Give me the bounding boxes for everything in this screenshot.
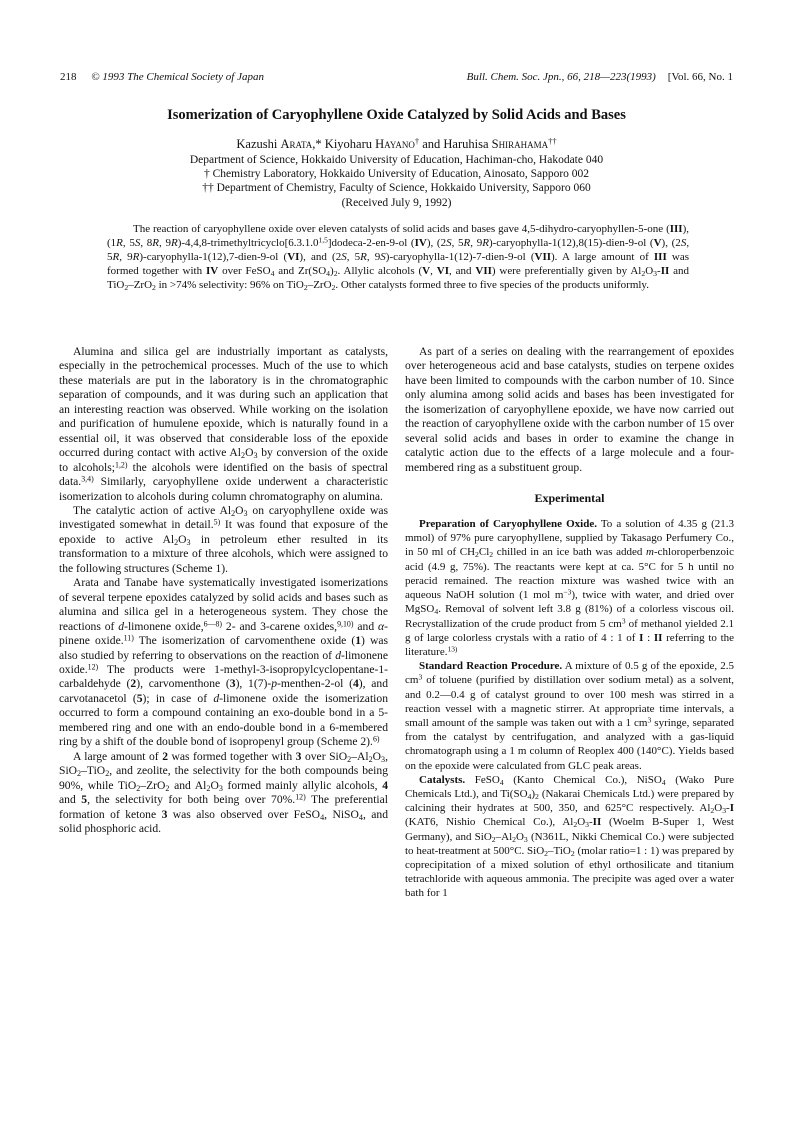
- text: O: [714, 802, 723, 815]
- text: A large amount of: [73, 749, 163, 763]
- subscript: 4: [270, 268, 275, 278]
- text: -chloroperbenzoic acid (4.9 g, 75%). The reactants were kept at ca. 5°C for 5 h until no peracid remained. The reaction mixture was washed twice with an aqueous NaOH solution (1 mol m: [405, 546, 734, 602]
- abstract-text: -: [657, 265, 661, 277]
- citation-ref: 1,2): [115, 460, 128, 470]
- italic: d: [118, 619, 125, 633]
- compound-ref: 5: [81, 793, 88, 807]
- subscript: 2: [303, 282, 308, 292]
- abstract-text: . Allylic alcohols (: [337, 265, 423, 277]
- text: O: [178, 532, 187, 546]
- subscript: 2: [347, 754, 352, 764]
- text: , SiO: [59, 749, 388, 778]
- subscript: 3: [243, 509, 248, 518]
- citation-ref: 6): [372, 734, 380, 744]
- running-head: [60, 70, 733, 84]
- affiliation-2: † Chemistry Laboratory, Hokkaido University of Education, Ainosato, Sapporo 002: [203, 168, 590, 181]
- left-column: [59, 345, 388, 836]
- author-2-last: Hayano: [375, 137, 415, 151]
- subscript: 2: [544, 848, 549, 858]
- text: referring to the literature.: [405, 631, 735, 658]
- subscript: 2: [512, 834, 516, 844]
- subscript: 3: [653, 268, 658, 278]
- abstract-text: ]dodeca-2-en-9-ol (: [327, 237, 415, 249]
- stereo-label: S: [446, 237, 452, 249]
- stereo-label: R: [360, 251, 367, 263]
- compound-ref: 2: [130, 677, 137, 691]
- author-2-first: Kiyoharu: [324, 137, 373, 151]
- citation-ref: 13): [447, 644, 458, 654]
- text: :: [643, 631, 654, 644]
- compound-ref: 3: [161, 807, 168, 821]
- text: the alcohols were identified on the basis of spectral data.: [59, 460, 388, 489]
- subscript: 2: [206, 783, 211, 793]
- citation-ref: 5): [213, 517, 221, 527]
- compound-ref: VII: [534, 251, 552, 263]
- text: O: [515, 830, 524, 843]
- text: The products were 1-methyl-3-isopropylcyclopentane-1-carbaldehyde (: [59, 662, 388, 691]
- superscript: −3: [563, 587, 572, 597]
- subscript: 2: [570, 848, 575, 858]
- citation-ref: 6—8): [203, 619, 223, 629]
- compound-ref: II: [653, 631, 663, 644]
- subscript: 2: [124, 282, 129, 292]
- text: . Removal of solvent left 3.8 g (81%) of a colorless viscous oil. Recrystallization of the crude product from 5 cm: [405, 603, 734, 630]
- text: The catalytic action of active Al: [73, 503, 232, 517]
- text: ), and carvotanacetol (: [59, 677, 389, 705]
- text: by conversion of the oxide to alcohols;: [59, 446, 388, 474]
- abstract-text: )-4,4,8-trimethyltricyclo[6.3.1.0: [177, 237, 319, 249]
- text: (N361L, Nikki Chemical Co.) were subjected to heat-treatment at 500°C. SiO: [405, 830, 735, 857]
- text: ); in case of: [142, 691, 214, 705]
- citation-ref: 9,10): [337, 619, 354, 629]
- subscript: 2: [231, 509, 236, 518]
- text: over SiO: [301, 749, 348, 763]
- paragraph: [405, 773, 734, 901]
- text: Arata and Tanabe have systematically investigated isomerizations of several terpene epoxides catalyzed by solid acids and bases such as alumina and silica gel in a heterogeneous system. They chose the reactions of: [59, 576, 388, 633]
- text: (molar ratio=1 : 1) was prepared by coprecipitation of a mixed solution of ethyl orthosilicate and titanium tetrachloride with aqueous ammonia. The precipite was aged over a water bath for 1: [405, 844, 735, 900]
- abstract-text: )-caryophylla-1(12),7-dien-9-ol (: [139, 251, 288, 263]
- abstract-text: , 9: [159, 237, 171, 249]
- subscript: 2: [174, 537, 179, 547]
- abstract-text: . Other catalysts formed three to five species of the products uniformly.: [335, 279, 649, 291]
- text: O: [372, 749, 382, 763]
- affiliation-1: Department of Science, Hokkaido University of Education, Hachiman-cho, Hakodate 040: [189, 154, 604, 166]
- abstract-text: ). A large amount of: [551, 251, 654, 263]
- paragraph: [405, 517, 734, 659]
- abstract-text: –ZrO: [307, 279, 332, 291]
- compound-ref: 5: [136, 691, 143, 705]
- text: O: [577, 816, 586, 829]
- italic: d: [213, 691, 220, 705]
- affiliation-3: †† Department of Chemistry, Faculty of Science, Hokkaido University, Sapporo 060: [202, 182, 591, 195]
- volume-issue: [Vol. 66, No. 1: [667, 71, 733, 83]
- text: of toluene (purified by distillation over sodium metal) as a solvent, and 0.2—0.4 g of catalyst ground to over 100 mesh was stirred in a reaction vessel with a magnetic stirrer. At appropriate time intervals, a small amount of the sample was taken out with a 1 cm: [405, 674, 734, 729]
- abstract-text: )-caryophylla-1(12),8(15)-dien-9-ol (: [488, 237, 654, 249]
- citation-ref: 11): [123, 633, 134, 643]
- italic: m: [646, 546, 654, 559]
- author-list: [60, 137, 733, 152]
- affiliations: [60, 153, 733, 210]
- abstract-text: , 9: [470, 237, 483, 249]
- compound-ref: VI: [436, 265, 449, 277]
- compound-ref: I: [729, 802, 734, 815]
- author-and: and: [422, 137, 441, 151]
- section-heading: Experimental: [534, 491, 605, 506]
- stereo-label: R: [482, 237, 489, 249]
- text: (KAT6, Nishio Chemical Co.), Al: [405, 816, 574, 829]
- abstract-text: , 5: [451, 237, 464, 249]
- compound-ref: IV: [414, 237, 427, 249]
- compound-ref: V: [653, 237, 662, 249]
- author-2-mark: †: [414, 136, 420, 147]
- text: The preferential formation of ketone: [59, 793, 388, 821]
- abstract-text: The reaction of caryophyllene oxide over eleven catalysts of solid acids and bases gave 4,5-dihydro-caryophyllen-5-one (: [133, 223, 670, 235]
- stereo-label: R: [112, 251, 120, 263]
- compound-ref: 3: [229, 677, 236, 691]
- subscript: 2: [241, 451, 246, 461]
- subscript: 2: [489, 550, 494, 560]
- italic: p: [271, 677, 278, 691]
- subscript: 2: [475, 550, 479, 560]
- stereo-label: S: [380, 251, 386, 263]
- superscript: 1,5: [318, 235, 328, 245]
- text: O: [245, 446, 254, 460]
- subscript: 2: [573, 820, 578, 830]
- abstract-text: , 5: [122, 237, 135, 249]
- text: (Wako Pure Chemicals Ltd.), and Ti(SO: [405, 773, 734, 800]
- compound-ref: IV: [205, 265, 219, 277]
- text: O: [210, 778, 219, 792]
- abstract-text: ) were preferentially given by Al: [491, 265, 642, 277]
- text: –TiO: [81, 764, 106, 778]
- abstract-text: , 8: [140, 237, 153, 249]
- author-3-last: Shirahama: [491, 137, 549, 151]
- subscript: 4: [499, 777, 504, 787]
- abstract: [107, 222, 689, 292]
- text: , and solid phosphoric acid.: [59, 807, 388, 835]
- compound-ref: VII: [475, 265, 492, 277]
- text: -: [726, 802, 730, 815]
- abstract-text: , and: [448, 265, 476, 277]
- subscript: 2: [368, 754, 373, 764]
- subscript: 3: [381, 754, 386, 764]
- stereo-label: S: [680, 237, 687, 249]
- text: -pinene oxide.: [59, 619, 388, 648]
- text: –Al: [495, 830, 513, 843]
- compound-ref: VI: [287, 251, 300, 263]
- compound-ref: II: [592, 816, 602, 829]
- subscript: 3: [523, 834, 528, 844]
- text: -limonene oxide the isomerization occurred to form a compound containing an exo-double bond in a 5-membered ring and one with an endo-double bond in a 6-membered ring by a shift of the double bond of isopropenyl group (Scheme 2).: [59, 691, 388, 749]
- abstract-text: over FeSO: [218, 265, 271, 277]
- compound-ref: 4: [352, 677, 359, 691]
- text: ), 1(7)-: [235, 677, 272, 691]
- abstract-text: ,: [430, 265, 437, 277]
- text: The isomerization of carvomenthene oxide (: [133, 634, 356, 648]
- text: (Kanto Chemical Co.), NiSO: [503, 773, 662, 786]
- text: formed mainly allylic alcohols,: [222, 778, 383, 792]
- subscript: 4: [326, 268, 331, 278]
- subscript: 4: [358, 812, 363, 822]
- citation-ref: 3,4): [81, 474, 94, 484]
- text: on caryophyllene oxide was investigated somewhat in detail.: [59, 503, 388, 532]
- author-3-mark: ††: [548, 136, 557, 147]
- subscript: 2: [105, 769, 110, 779]
- author-1-mark: ,*: [312, 137, 322, 151]
- text: Cl: [478, 546, 490, 559]
- text: syringe, separated from the catalyst by centrifugation, and analyzed with a gas-liquid chromatograph using a 1 m column of Reoplex 400 (140°C). Yields based on the epoxide were calculated from GLC peak areas.: [405, 716, 734, 772]
- subscript: 3: [253, 451, 258, 461]
- text: ): [531, 787, 536, 800]
- superscript: 3: [418, 672, 423, 682]
- compound-ref: III: [653, 251, 667, 263]
- stereo-label: S: [341, 251, 347, 263]
- subscript: 2: [152, 282, 156, 292]
- text: FeSO: [465, 773, 500, 786]
- subscript: 2: [535, 791, 539, 801]
- paper-title: Isomerization of Caryophyllene Oxide Catalyzed by Solid Acids and Bases: [167, 107, 626, 123]
- paragraph: As part of a series on dealing with the rearrangement of epoxides over heterogeneous acid and base catalysts, studies on terpene oxides have been limited to compounds with the carbon number of 10. Since only alumina among solid acids and bases has been investigated for the isomerization of caryophyllene epoxide, we have now carried out the reaction of caryophyllene oxide with the carbon number of 15 over several solid acids and bases in order to examine the change in catalytic action due to the effects of a large molecule and a four-membered ring as a substituent group.: [405, 345, 734, 474]
- text: ), carvomenthone (: [136, 677, 230, 691]
- paragraph: [59, 504, 388, 576]
- run-in-heading: Preparation of Caryophyllene Oxide.: [419, 518, 597, 531]
- subscript: 4: [661, 777, 666, 787]
- subscript: 2: [77, 769, 82, 779]
- abstract-text: ), (1: [107, 223, 689, 249]
- text: 2- and 3-carene oxides,: [222, 619, 338, 633]
- paragraph: [405, 659, 734, 773]
- author-3-first: Haruhisa: [443, 137, 489, 151]
- abstract-text: O: [645, 265, 654, 277]
- text: was also observed over FeSO: [167, 807, 321, 821]
- subscript: 3: [186, 537, 191, 547]
- compound-ref: 1: [355, 634, 362, 648]
- abstract-text: ), (2: [661, 237, 681, 249]
- author-1-first: Kazushi: [236, 137, 278, 151]
- text: –Al: [351, 749, 369, 763]
- compound-ref: 4: [382, 778, 388, 792]
- compound-ref: V: [422, 265, 431, 277]
- paragraph: [59, 576, 388, 749]
- paragraph: [59, 345, 388, 504]
- copyright-notice: © 1993 The Chemical Society of Japan: [91, 71, 264, 83]
- abstract-text: , 5: [107, 237, 690, 263]
- abstract-text: , 5: [346, 251, 361, 263]
- italic: α: [378, 619, 385, 633]
- subscript: 3: [722, 806, 727, 816]
- subscript: 2: [331, 282, 336, 292]
- abstract-text: and TiO: [107, 265, 690, 291]
- stereo-label: R: [463, 237, 471, 249]
- abstract-text: in >74% selectivity: 96% on TiO: [155, 279, 304, 291]
- text: ) was also studied by referring to observations on the reaction of: [59, 634, 388, 662]
- run-in-heading: Standard Reaction Procedure.: [419, 660, 563, 673]
- subscript: 2: [165, 783, 170, 793]
- text: (Nakarai Chemicals Ltd.) were prepared by calcining their hydrates at 500, 350, and 625°C respectively. Al: [405, 787, 734, 815]
- subscript: 2: [136, 783, 141, 793]
- abstract-text: )-caryophylla-1(12)-7-dien-9-ol (: [385, 251, 535, 263]
- subscript: 2: [710, 806, 715, 816]
- journal-citation: Bull. Chem. Soc. Jpn., 66, 218—223(1993): [466, 71, 656, 83]
- running-head-left: [60, 70, 264, 84]
- stereo-label: R: [170, 237, 178, 249]
- compound-ref: 3: [295, 749, 302, 763]
- abstract-text: , 9: [366, 251, 381, 263]
- running-head-right: [467, 70, 733, 84]
- right-column: [405, 345, 734, 901]
- stereo-label: S: [134, 237, 141, 249]
- text: O: [235, 503, 244, 517]
- author-1-last: Arata: [280, 137, 313, 151]
- abstract-text: and Zr(SO: [274, 265, 327, 277]
- compound-ref: II: [660, 265, 670, 277]
- italic: d: [335, 648, 341, 662]
- text: was formed together with: [167, 749, 296, 763]
- text: It was found that exposure of the epoxide to active Al: [59, 518, 388, 546]
- compound-ref: I: [639, 631, 644, 644]
- text: -limonene oxide,: [124, 619, 204, 633]
- text: Alumina and silica gel are industrially important as catalysts, especially in the petrochemical processes. Much of the use to which these materials are put in the laboratory is in the chromatographic separation of compounds, and it was during such an application that an interesting reaction was observed. While working on the isolation and purification of humulene epoxide, which is naturally found in a essential oil, it was observed that considerable loss of the epoxide occurred during contact with active Al: [59, 345, 388, 460]
- text: and: [59, 793, 82, 807]
- subscript: 4: [527, 791, 532, 801]
- stereo-label: R: [116, 237, 123, 249]
- text: –ZrO: [140, 778, 166, 792]
- abstract-text: –ZrO: [128, 279, 153, 291]
- text: , NiSO: [324, 807, 359, 821]
- subscript: 2: [491, 834, 496, 844]
- text: Similarly, caryophyllene oxide underwent a characteristic isomerization to alcohols during column chromatography on alumina.: [59, 475, 388, 503]
- page-number: 218: [60, 71, 77, 83]
- paragraph: [59, 750, 388, 837]
- abstract-text: was formed together with: [107, 251, 690, 277]
- text: To a solution of 4.35 g (21.3 mmol) of 97% pure caryophyllene, supplied by Takasago Perfumery Co., in 50 ml of CH: [405, 518, 734, 559]
- abstract-text: ): [330, 265, 334, 277]
- text: chilled in an ice bath was added: [493, 546, 647, 559]
- superscript: 3: [621, 616, 626, 626]
- subscript: 4: [320, 812, 325, 822]
- text: and: [353, 619, 379, 633]
- stereo-label: R: [152, 237, 160, 249]
- text: in petroleum ether resulted in its transformation to a mixture of three alcohols, which were assigned to the following structures (Scheme 1).: [59, 532, 388, 575]
- text: (Woelm B-Super 1, West Germany), and SiO: [405, 816, 734, 843]
- superscript: 3: [647, 715, 652, 725]
- text: -limonene oxide.: [59, 648, 388, 676]
- subscript: 2: [333, 268, 338, 278]
- text: -: [589, 816, 593, 829]
- received-date: (Received July 9, 1992): [341, 196, 452, 209]
- abstract-text: ), (2: [426, 237, 447, 249]
- text: and Al: [169, 778, 207, 792]
- subscript: 4: [434, 607, 439, 617]
- text: ), twice with water, and dried over MgSO: [405, 589, 734, 616]
- abstract-text: ), and (2: [299, 251, 342, 263]
- text: , and zeolite, the selectivity for the both compounds being 90%, while TiO: [59, 764, 388, 792]
- text: –TiO: [548, 844, 571, 857]
- stereo-label: R: [132, 251, 140, 263]
- citation-ref: 12): [87, 662, 99, 672]
- text: A mixture of 0.5 g of the epoxide, 2.5 cm: [405, 660, 735, 687]
- run-in-heading: Catalysts.: [419, 773, 466, 786]
- compound-ref: III: [669, 223, 683, 235]
- text: -menthen-2-ol (: [277, 677, 353, 691]
- subscript: 3: [585, 820, 589, 830]
- text: , the selectivity for both being over 70%.: [87, 793, 296, 807]
- compound-ref: 2: [162, 749, 168, 763]
- citation-ref: 12): [295, 792, 306, 802]
- subscript: 2: [641, 268, 646, 278]
- abstract-text: , 9: [119, 251, 133, 263]
- text: of methanol yielded 2.1 g of large colorless crystals with a ratio of 4 : 1 of: [405, 617, 735, 644]
- subscript: 3: [218, 783, 223, 793]
